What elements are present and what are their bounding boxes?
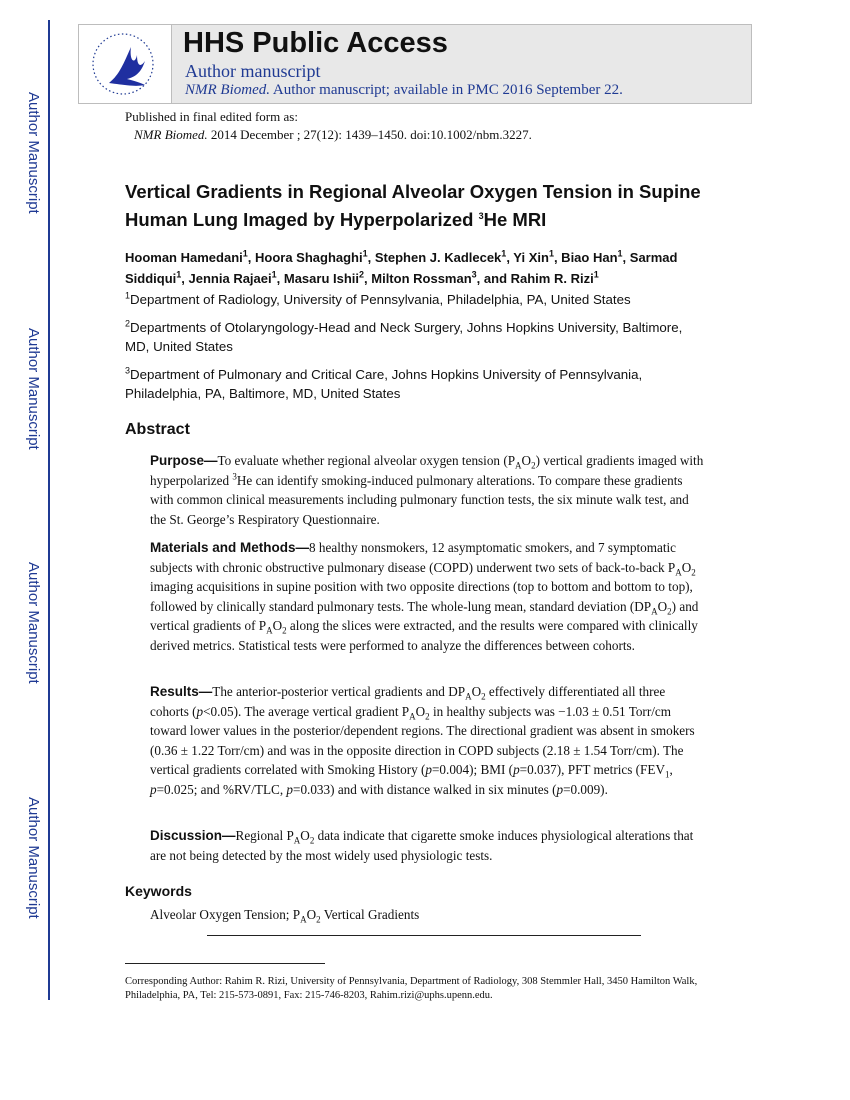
- text-segment: O: [521, 453, 532, 468]
- text-segment: p: [513, 762, 520, 777]
- citation-text: 2014 December ; 27(12): 1439–1450. doi:10.1002/nbm.3227.: [207, 127, 532, 142]
- affiliation: [125, 318, 685, 356]
- text-segment: in healthy subjects was −1.03 ± 0.51 Torr/cm toward lower values in the posterior/dependent regions. The directional gradient was absent in smokers (0.36 ± 1.22 Torr/cm) and was in the opposite direction in COPD subjects (2.18 ± 1.54 Torr/cm). The vertical gradients correlated with Smoking History (: [150, 703, 695, 777]
- divider: [207, 935, 641, 936]
- text-segment: 1: [176, 269, 182, 280]
- paragraph-label: Materials and Methods—: [150, 540, 310, 555]
- abstract-purpose: [150, 451, 706, 529]
- text-segment: A: [465, 691, 472, 702]
- journal-name: NMR Biomed.: [185, 82, 270, 98]
- text-segment: 3: [471, 269, 477, 280]
- text-segment: O: [471, 684, 482, 699]
- text-segment: Department of Radiology, University of Pennsylvania, Philadelphia, PA, United States: [130, 292, 631, 307]
- hhs-logo: [79, 25, 172, 103]
- sidebar-label: [24, 328, 44, 468]
- text-segment: 3: [478, 210, 484, 221]
- text-segment: Vertical Gradients in Regional Alveolar Oxygen Tension in Supine Human Lung Imaged by Hyperpolarized: [125, 181, 701, 230]
- text-segment: 1: [125, 290, 131, 301]
- text-segment: O: [306, 907, 317, 922]
- text-segment: 1: [617, 248, 623, 259]
- text-segment: 2: [282, 625, 287, 636]
- text-segment: A: [266, 625, 273, 636]
- hhs-title: HHS Public Access: [183, 27, 448, 59]
- text-segment: 1: [362, 248, 368, 259]
- text-segment: A: [515, 460, 522, 471]
- text-segment: Vertical Gradients: [320, 907, 420, 922]
- text-segment: =0.033) and with distance walked in six minutes (: [293, 781, 557, 797]
- affiliation: [125, 290, 685, 309]
- text-segment: 2: [481, 691, 486, 702]
- text-segment: , Yi Xin: [506, 250, 549, 265]
- text-segment: 3: [125, 365, 131, 376]
- sidebar-label-text: Author Manuscript: [25, 328, 42, 450]
- text-segment: Department of Pulmonary and Critical Care, Johns Hopkins University of Pennsylvania, Philadelphia, PA, Baltimore, MD, United States: [125, 367, 643, 401]
- text-segment: O: [272, 618, 283, 633]
- hhs-eagle-icon: [79, 25, 171, 103]
- text-segment: p: [196, 703, 204, 719]
- sidebar-label: [24, 92, 44, 232]
- sidebar-label-text: Author Manuscript: [25, 562, 42, 684]
- text-segment: , Stephen J. Kadlecek: [367, 250, 502, 265]
- text-segment: p: [150, 781, 157, 797]
- text-segment: , Milton Rossman: [364, 271, 472, 286]
- text-segment: A: [675, 567, 682, 578]
- abstract-heading: Abstract: [125, 421, 190, 438]
- text-segment: 2: [359, 269, 365, 280]
- text-segment: To evaluate whether regional alveolar oxygen tension (P: [217, 453, 516, 468]
- text-segment: p: [286, 781, 294, 797]
- text-segment: 1: [271, 269, 277, 280]
- sidebar-divider: [48, 20, 50, 1000]
- keywords-list: [150, 907, 419, 923]
- sidebar-label-text: Author Manuscript: [25, 797, 42, 919]
- sidebar-label: [24, 797, 44, 937]
- text-segment: ) and vertical gradients of P: [150, 598, 699, 633]
- text-segment: effectively differentiated all three cohorts (: [150, 684, 666, 719]
- text-segment: Departments of Otolaryngology-Head and Neck Surgery, Johns Hopkins University, Baltimore, MD, United States: [125, 320, 683, 354]
- paragraph-label: Discussion—: [150, 828, 236, 843]
- text-segment: , Sarmad Siddiqui: [125, 250, 678, 286]
- text-segment: Rahim R. Rizi, University of Pennsylvania, Department of Radiology, 308 Stemmler Hall, 3450 Hamilton Walk, Philadelphia, PA, Tel: 215-573-0891, Fax: 215-746-8203, Rahim.rizi@uphs.upenn.edu.: [125, 976, 698, 1001]
- text-segment: A: [409, 711, 416, 722]
- text-segment: A: [300, 914, 307, 925]
- availability-line: [185, 82, 623, 99]
- text-segment: 2: [531, 460, 536, 471]
- sidebar-label-text: Author Manuscript: [25, 92, 42, 214]
- text-segment: , Jennia Rajaei: [181, 271, 272, 286]
- citation-journal: NMR Biomed.: [134, 127, 208, 142]
- text-segment: 1: [242, 248, 248, 259]
- text-segment: imaging acquisitions in supine position with two opposite directions (top to bottom and bottom to top), followed by clinically standard pulmonary tests. The whole-lung mean, standard deviation (DP: [150, 579, 693, 614]
- text-segment: A: [293, 835, 301, 846]
- keywords-heading: Keywords: [125, 883, 192, 899]
- text-segment: O: [300, 828, 310, 843]
- text-segment: 2: [316, 914, 321, 925]
- text-segment: 2: [125, 318, 131, 329]
- text-segment: 1: [548, 248, 554, 259]
- author-list: [125, 247, 725, 289]
- text-segment: 2: [667, 606, 672, 617]
- text-segment: O: [415, 703, 426, 719]
- paragraph-label: Results—: [150, 684, 213, 699]
- text-segment: Regional P: [235, 828, 294, 843]
- text-segment: 2: [691, 567, 696, 578]
- text-segment: O: [657, 598, 668, 614]
- text-segment: =0.004); BMI (: [432, 762, 514, 777]
- text-segment: A: [651, 606, 658, 617]
- text-segment: =0.037), PFT metrics (FEV: [519, 762, 665, 777]
- text-segment: 1: [501, 248, 507, 259]
- text-segment: 2: [309, 835, 315, 846]
- text-segment: 3: [232, 471, 237, 482]
- text-segment: , Hoora Shaghaghi: [247, 250, 363, 265]
- text-segment: ) vertical gradients imaged with hyperpolarized: [150, 453, 704, 488]
- paragraph-label: Corresponding Author:: [125, 976, 225, 987]
- text-segment: Alveolar Oxygen Tension; P: [150, 907, 301, 922]
- text-segment: 8 healthy nonsmokers, 12 asymptomatic smokers, and 7 symptomatic subjects with chronic obstructive pulmonary disease (COPD) underwent two sets of back-to-back P: [150, 540, 677, 575]
- text-segment: O: [681, 559, 692, 575]
- text-segment: ,: [669, 762, 673, 777]
- paragraph-label: Purpose—: [150, 453, 218, 468]
- text-segment: <0.05). The average vertical gradient P: [203, 703, 410, 719]
- abstract-methods: [150, 538, 706, 655]
- text-segment: He MRI: [483, 209, 547, 230]
- paper-title: [125, 178, 745, 234]
- text-segment: data indicate that cigarette smoke induces physiological alterations that are not being detected by the most widely used physiologic tests.: [150, 828, 694, 863]
- text-segment: , Masaru Ishii: [276, 271, 360, 286]
- text-segment: =0.025; and %RV/TLC,: [156, 781, 287, 797]
- text-segment: p: [425, 762, 432, 777]
- text-segment: 2: [425, 711, 430, 722]
- published-label: Published in final edited form as:: [125, 109, 298, 124]
- text-segment: =0.009).: [563, 781, 608, 797]
- text-segment: p: [556, 781, 564, 797]
- abstract-discussion: [150, 826, 706, 865]
- text-segment: 1: [664, 769, 670, 780]
- availability-text: Author manuscript; available in PMC 2016 September 22.: [269, 82, 623, 98]
- affiliation: [125, 365, 685, 403]
- text-segment: He can identify smoking-induced pulmonary alterations. To compare these gradients with common clinical measurements including pulmonary function tests, the six minute walk test, and the St. George’s Respiratory Questionnaire.: [150, 472, 689, 527]
- text-segment: The anterior-posterior vertical gradients and DP: [212, 684, 466, 699]
- sidebar-label: [24, 562, 44, 702]
- text-segment: Hooman Hamedani: [125, 250, 243, 265]
- text-segment: , and Rahim R. Rizi: [476, 271, 594, 286]
- abstract-results: [150, 682, 706, 799]
- citation: [134, 127, 532, 143]
- text-segment: 1: [593, 269, 599, 280]
- footnote-divider: [125, 963, 325, 964]
- text-segment: along the slices were extracted, and the results were compared with clinically derived metrics. Statistical tests were performed to analyze the differences between cohorts.: [150, 618, 698, 653]
- hhs-header: [78, 24, 752, 104]
- corresponding-author-footnote: [125, 975, 725, 1002]
- text-segment: , Biao Han: [553, 250, 618, 265]
- manuscript-label: Author manuscript: [185, 61, 321, 81]
